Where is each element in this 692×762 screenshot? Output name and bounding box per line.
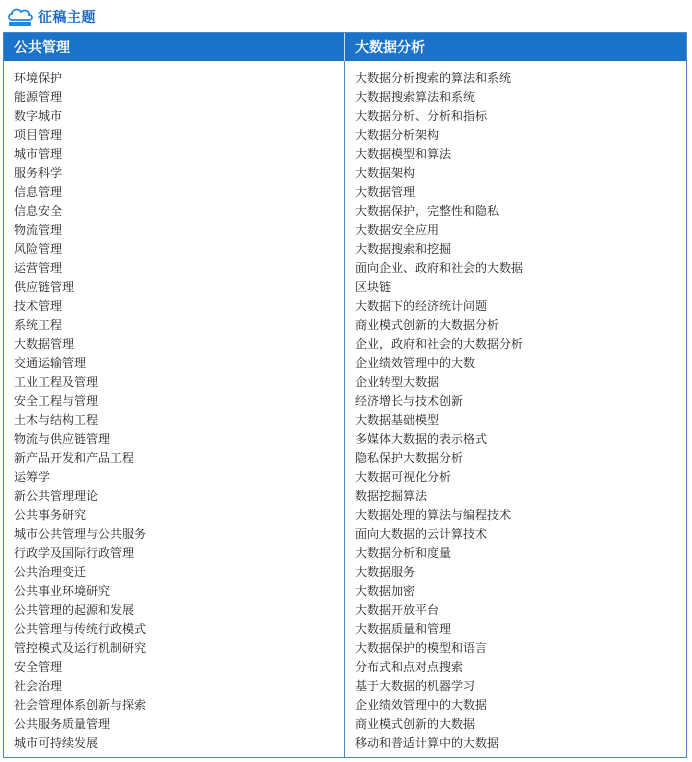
list-item: 大数据分析搜索的算法和系统 bbox=[355, 71, 512, 85]
list-item: 物流与供应链管理 bbox=[14, 432, 111, 446]
column-header-public-management: 公共管理 bbox=[4, 33, 345, 61]
list-item: 大数据管理 bbox=[355, 185, 416, 199]
list-item: 社会治理 bbox=[14, 679, 63, 693]
list-item: 大数据分析架构 bbox=[355, 128, 440, 142]
list-item: 项目管理 bbox=[14, 128, 63, 142]
list-item: 公共服务质量管理 bbox=[14, 717, 111, 731]
big-data-topic-list bbox=[345, 61, 686, 757]
list-item: 城市公共管理与公共服务 bbox=[14, 527, 147, 541]
list-item: 大数据可视化分析 bbox=[355, 470, 452, 484]
list-item: 公共管理的起源和发展 bbox=[14, 603, 135, 617]
public-management-topic-list bbox=[4, 61, 345, 757]
list-item: 大数据分析和度量 bbox=[355, 546, 452, 560]
list-item: 大数据分析、分析和指标 bbox=[355, 109, 488, 123]
list-item: 分布式和点对点搜索 bbox=[355, 660, 464, 674]
list-item: 大数据保护，完整性和隐私 bbox=[355, 204, 500, 218]
list-item: 多媒体大数据的表示格式 bbox=[355, 432, 488, 446]
list-item: 大数据搜索和挖掘 bbox=[355, 242, 452, 256]
list-item: 管控模式及运行机制研究 bbox=[14, 641, 147, 655]
list-item: 大数据下的经济统计问题 bbox=[355, 299, 488, 313]
column-header-big-data-analysis: 大数据分析 bbox=[355, 40, 425, 56]
list-item: 新产品开发和产品工程 bbox=[14, 451, 135, 465]
list-item: 数据挖掘算法 bbox=[355, 489, 428, 503]
list-item: 基于大数据的机器学习 bbox=[355, 679, 476, 693]
list-item: 运筹学 bbox=[14, 470, 51, 484]
list-item: 土木与结构工程 bbox=[14, 413, 99, 427]
list-item: 大数据保护的模型和语言 bbox=[355, 641, 488, 655]
page-title: 征稿主题 bbox=[38, 10, 96, 26]
page-header bbox=[6, 6, 96, 28]
list-item: 能源管理 bbox=[14, 90, 63, 104]
list-item: 大数据安全应用 bbox=[355, 223, 440, 237]
list-item: 面向企业、政府和社会的大数据 bbox=[355, 261, 524, 275]
list-item: 隐私保护大数据分析 bbox=[355, 451, 464, 465]
list-item: 行政学及国际行政管理 bbox=[14, 546, 135, 560]
list-item: 区块链 bbox=[355, 280, 392, 294]
list-item: 移动和普适计算中的大数据 bbox=[355, 736, 500, 750]
list-item: 公共治理变迁 bbox=[14, 565, 87, 579]
list-item: 技术管理 bbox=[14, 299, 63, 313]
list-item: 公共事业环境研究 bbox=[14, 584, 111, 598]
list-item: 环境保护 bbox=[14, 71, 63, 85]
list-item: 服务科学 bbox=[14, 166, 63, 180]
list-item: 大数据服务 bbox=[355, 565, 416, 579]
list-item: 数字城市 bbox=[14, 109, 63, 123]
list-item: 安全工程与管理 bbox=[14, 394, 99, 408]
list-item: 商业模式创新的大数据 bbox=[355, 717, 476, 731]
list-item: 社会管理体系创新与探索 bbox=[14, 698, 147, 712]
list-item: 企业绩效管理中的大数 bbox=[355, 356, 476, 370]
table-header-row bbox=[4, 33, 686, 61]
list-item: 新公共管理理论 bbox=[14, 489, 99, 503]
list-item: 企业绩效管理中的大数据 bbox=[355, 698, 488, 712]
list-item: 物流管理 bbox=[14, 223, 63, 237]
cloud-logo-icon bbox=[6, 6, 34, 28]
list-item: 城市可持续发展 bbox=[14, 736, 99, 750]
list-item: 大数据模型和算法 bbox=[355, 147, 452, 161]
table-body-row bbox=[4, 61, 686, 757]
list-item: 商业模式创新的大数据分析 bbox=[355, 318, 500, 332]
list-item: 大数据质量和管理 bbox=[355, 622, 452, 636]
list-item: 供应链管理 bbox=[14, 280, 75, 294]
list-item: 企业，政府和社会的大数据分析 bbox=[355, 337, 524, 351]
list-item: 运营管理 bbox=[14, 261, 63, 275]
list-item: 大数据架构 bbox=[355, 166, 416, 180]
list-item: 大数据搜索算法和系统 bbox=[355, 90, 476, 104]
list-item: 经济增长与技术创新 bbox=[355, 394, 464, 408]
list-item: 公共管理与传统行政模式 bbox=[14, 622, 147, 636]
list-item: 信息安全 bbox=[14, 204, 63, 218]
list-item: 工业工程及管理 bbox=[14, 375, 99, 389]
list-item: 公共事务研究 bbox=[14, 508, 87, 522]
list-item: 安全管理 bbox=[14, 660, 63, 674]
list-item: 风险管理 bbox=[14, 242, 63, 256]
list-item: 大数据管理 bbox=[14, 337, 75, 351]
list-item: 城市管理 bbox=[14, 147, 63, 161]
list-item: 面向大数据的云计算技术 bbox=[355, 527, 488, 541]
list-item: 系统工程 bbox=[14, 318, 63, 332]
list-item: 交通运输管理 bbox=[14, 356, 87, 370]
list-item: 大数据基础模型 bbox=[355, 413, 440, 427]
topics-table bbox=[3, 32, 687, 758]
list-item: 企业转型大数据 bbox=[355, 375, 440, 389]
list-item: 大数据加密 bbox=[355, 584, 416, 598]
list-item: 大数据处理的算法与编程技术 bbox=[355, 508, 512, 522]
list-item: 信息管理 bbox=[14, 185, 63, 199]
list-item: 大数据开放平台 bbox=[355, 603, 440, 617]
